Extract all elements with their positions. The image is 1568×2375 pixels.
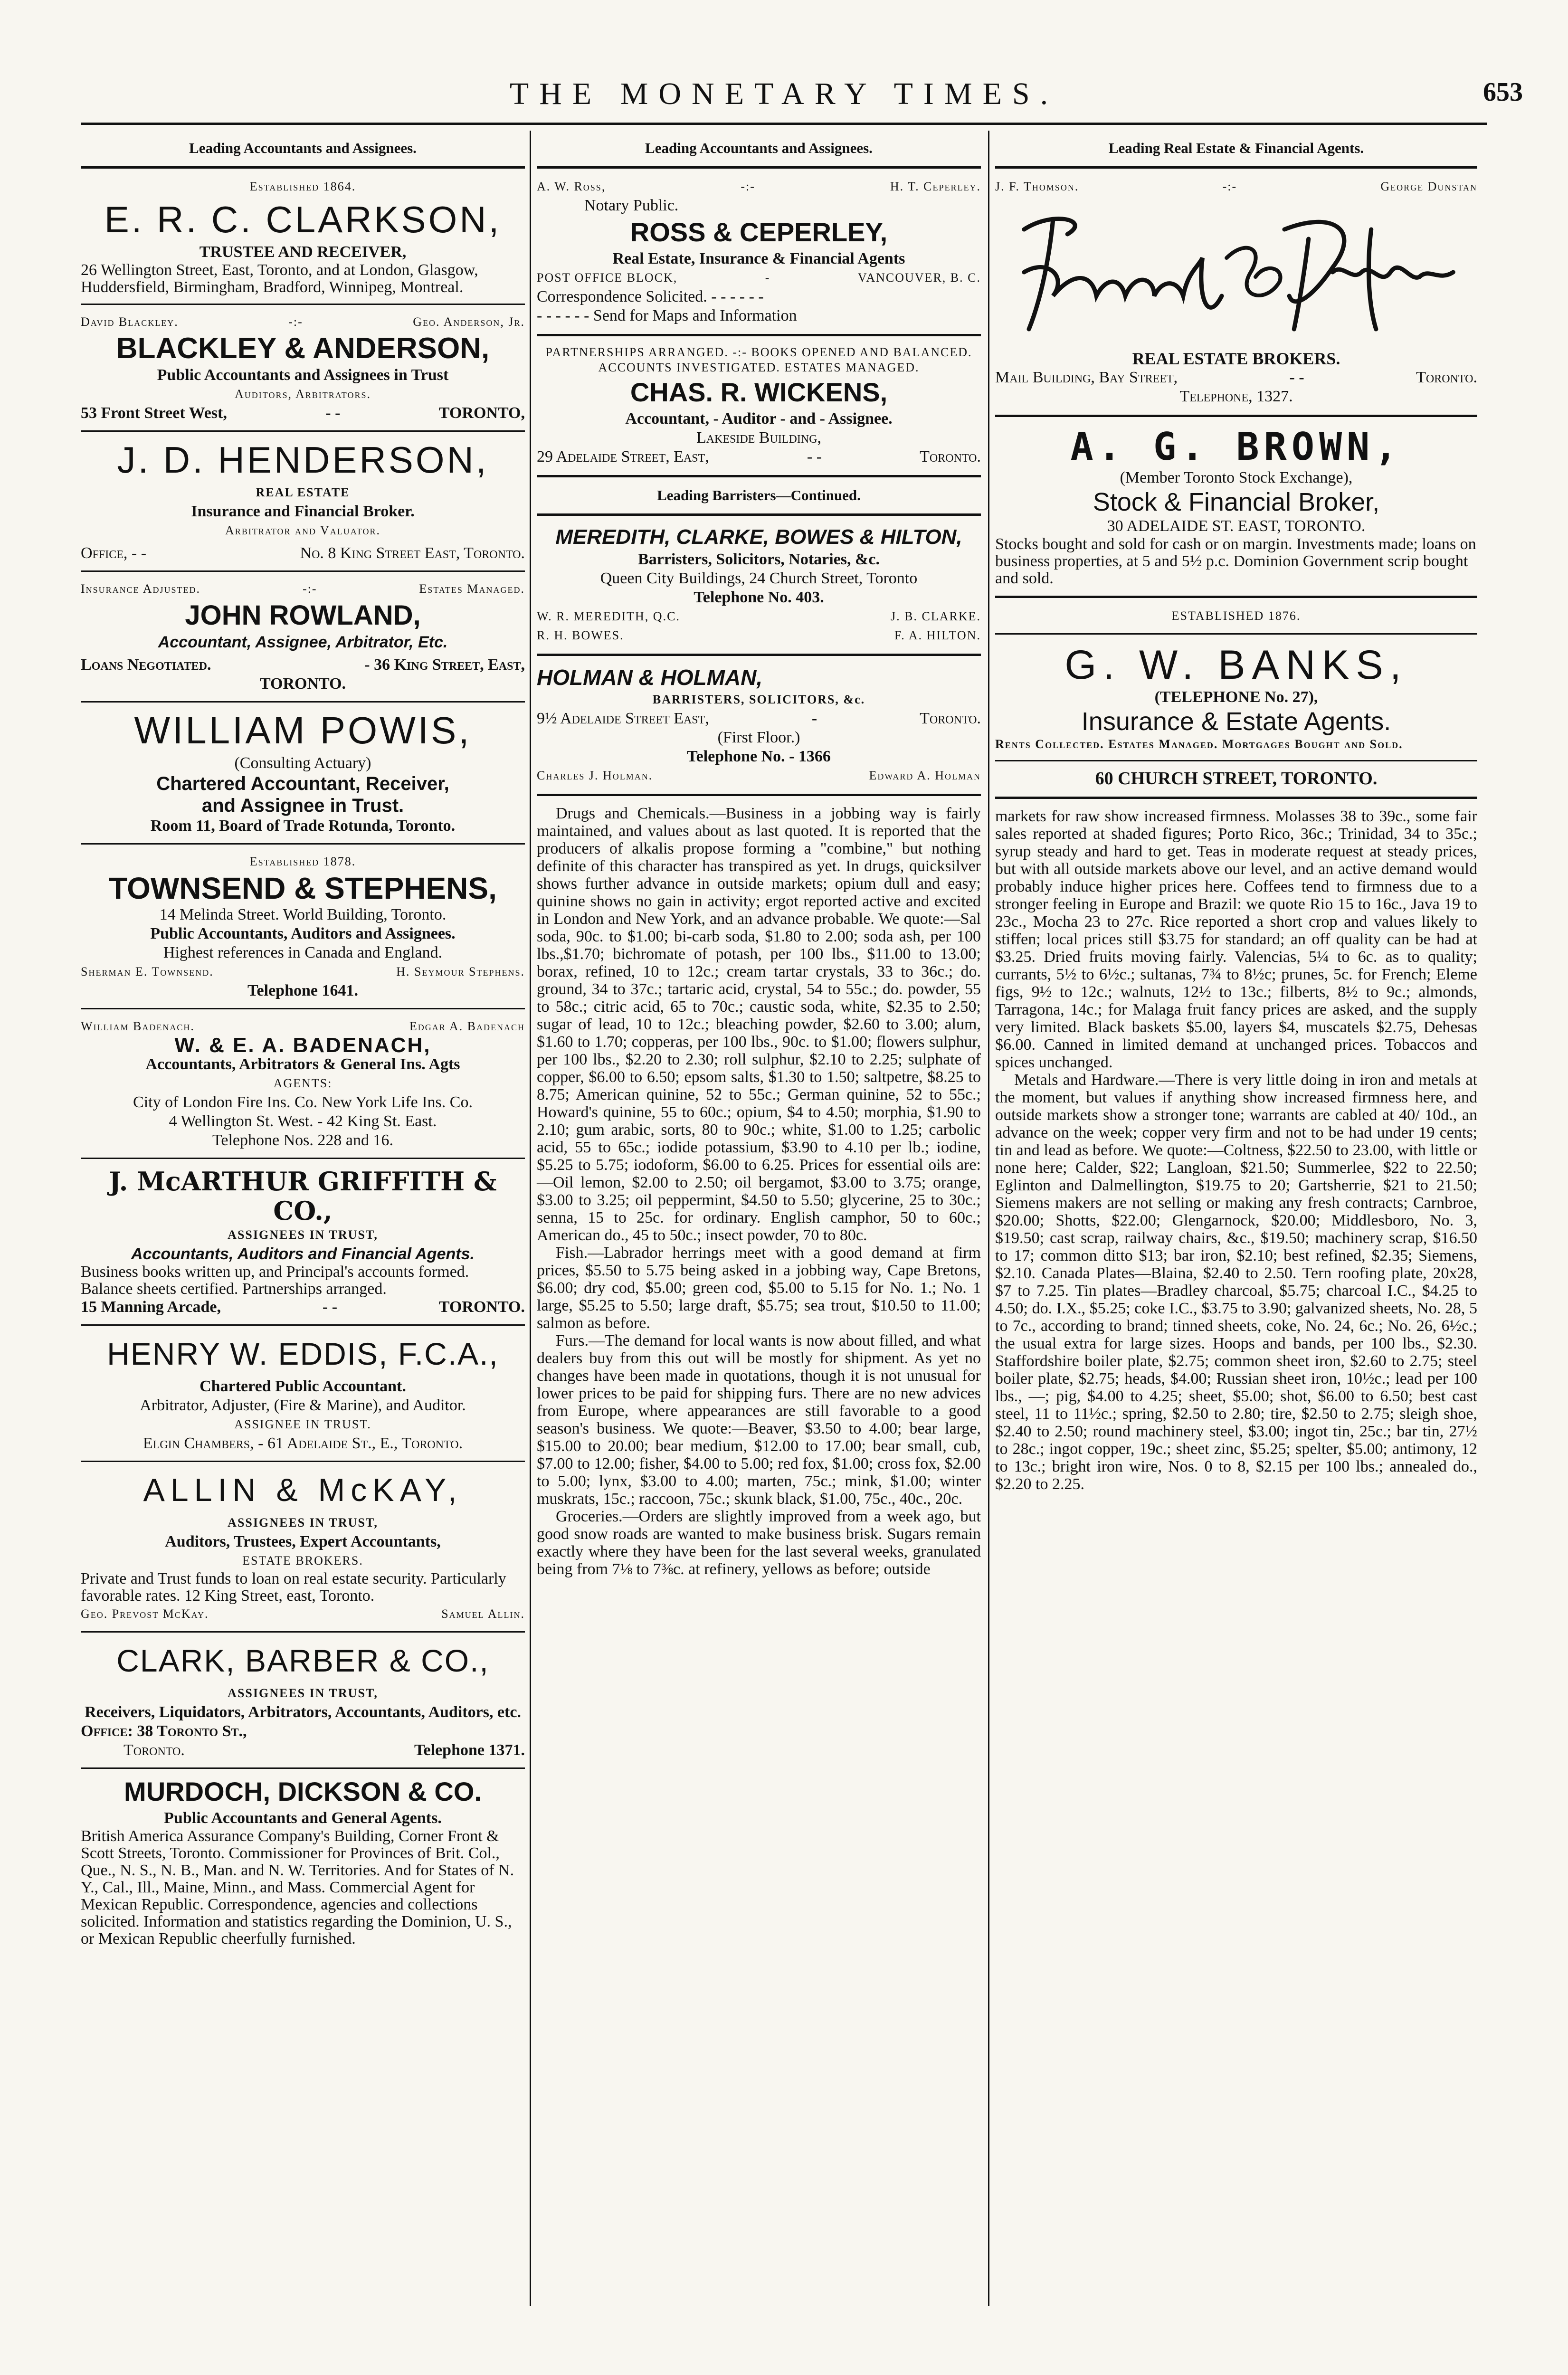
ad-city: Toronto. [920, 448, 981, 466]
partner-right: George Dunstan [1380, 180, 1477, 193]
ad-sub: (Consulting Actuary) [234, 754, 371, 772]
ad-address: 26 Wellington Street, East, Toronto, and at London, Glasgow, Huddersfield, Birmingham, Bradford, Winnipeg, Montreal. [81, 261, 478, 296]
separator-mark: - - [1289, 369, 1304, 386]
divider [81, 1324, 525, 1326]
ad-line: - - - - - - Send for Maps and Information [537, 307, 797, 324]
ad-desc: Accountant, Assignee, Arbitrator, Etc. [158, 633, 448, 651]
ad-name: WILLIAM POWIS, [134, 709, 472, 751]
ad-name: CHAS. R. WICKENS, [630, 377, 888, 407]
divider [995, 797, 1477, 799]
ad-city: TORONTO. [438, 1298, 525, 1316]
ad-service: Loans Negotiated. [81, 656, 211, 674]
ad-wickens [537, 345, 981, 466]
ad-city: TORONTO, [438, 404, 525, 422]
ad-line: Chartered Public Accountant. [200, 1378, 406, 1395]
ad-address: POST OFFICE BLOCK, [537, 271, 678, 285]
ad-thomson [995, 177, 1477, 406]
column-2 [537, 139, 981, 1578]
partner-left: W. R. MEREDITH, Q.C. [537, 609, 680, 623]
ad-phone: Telephone No. - 1366 [687, 748, 831, 765]
divider [81, 843, 525, 845]
divider [81, 304, 525, 305]
ad-address: 15 Manning Arcade, [81, 1298, 221, 1316]
ad-title: REAL ESTATE BROKERS. [1132, 349, 1340, 368]
ad-blackley [81, 313, 525, 423]
partner-right: Geo. Anderson, Jr. [413, 315, 525, 329]
article-paragraph: Groceries.—Orders are slightly improved from a week ago, but good snow roads are wanted to make business brisk. Sugars remain exactly where they have been for the last several weeks, granulated being from 7⅛ to 7⅜c. at refinery, yellows as before; outside [537, 1508, 981, 1578]
separator-mark: -:- [741, 180, 755, 193]
divider [81, 1461, 525, 1462]
ad-desc: and Assignee in Trust. [201, 795, 404, 816]
ad-role: TRUSTEE AND RECEIVER, [199, 243, 407, 261]
section-heading: Leading Barristers—Continued. [657, 487, 861, 504]
ad-address: Elgin Chambers, - 61 Adelaide St., E., Toronto. [143, 1434, 463, 1452]
separator-mark: - [765, 271, 770, 285]
ad-line: REAL ESTATE [256, 485, 350, 499]
ad-address: Office: 38 Toronto St., [81, 1722, 247, 1740]
ad-name: E. R. C. CLARKSON, [104, 199, 502, 240]
ad-line: Auditors, Trustees, Expert Accountants, [165, 1533, 441, 1550]
ad-desc: Accountants, Arbitrators & General Ins. Agts [145, 1055, 460, 1073]
separator-mark: - - [325, 404, 341, 422]
ad-city: Toronto. [1416, 369, 1477, 386]
partner-left: A. W. Ross, [537, 180, 606, 193]
ad-line: Correspondence Solicited. - - - - - - [537, 288, 764, 305]
divider [995, 596, 1477, 598]
ad-phone: Telephone 1641. [247, 982, 358, 999]
ad-mcarthur [81, 1167, 525, 1317]
partner-right: Edgar A. Badenach [409, 1019, 525, 1033]
ad-phone: Telephone 1371. [414, 1741, 525, 1759]
signature-graphic [995, 201, 1477, 343]
partner-right: F. A. HILTON. [894, 628, 981, 642]
ad-clark [81, 1640, 525, 1760]
ad-ross [537, 177, 981, 325]
ad-sub: AGENTS: [273, 1076, 333, 1090]
ad-line: Public Accountants, Auditors and Assignees. [150, 925, 456, 942]
ad-desc: Chartered Accountant, Receiver, [156, 773, 449, 794]
ad-service: Insurance Adjusted. [81, 582, 201, 596]
ad-desc: Accountant, - Auditor - and - Assignee. [625, 410, 893, 428]
ad-city: TORONTO. [259, 675, 346, 693]
ad-body: Private and Trust funds to loan on real estate security. Particularly favorable rates. 12 King Street, east, Toronto. [81, 1570, 506, 1605]
ad-address: Mail Building, Bay Street, [995, 369, 1178, 386]
section-heading: Leading Real Estate & Financial Agents. [1108, 140, 1364, 156]
ad-name: W. & E. A. BADENACH, [174, 1034, 431, 1057]
ad-name: TOWNSEND & STEPHENS, [109, 871, 497, 905]
divider [537, 334, 981, 336]
divider [537, 654, 981, 656]
ad-sub: ASSIGNEES IN TRUST, [228, 1228, 378, 1242]
ad-line: 14 Melinda Street. World Building, Toronto. [159, 906, 447, 923]
ad-city: Toronto. [124, 1741, 185, 1759]
ad-sub: ASSIGNEES IN TRUST, [228, 1686, 378, 1700]
ad-line: Arbitrator and Valuator. [225, 523, 380, 537]
divider [81, 1008, 525, 1009]
ad-address: 29 Adelaide Street, East, [537, 448, 709, 466]
divider [81, 570, 525, 572]
column-divider-2 [988, 131, 989, 2306]
separator-mark: - - [807, 448, 822, 466]
ad-name: MEREDITH, CLARKE, BOWES & HILTON, [555, 525, 962, 549]
ad-henderson [81, 439, 525, 563]
column-3 [995, 139, 1477, 1493]
ad-townsend [81, 852, 525, 1000]
ad-allin [81, 1470, 525, 1624]
ad-sub: (Member Toronto Stock Exchange), [1120, 469, 1353, 486]
ad-city: Toronto. [920, 710, 981, 727]
ad-address: 53 Front Street West, [81, 404, 227, 422]
divider [81, 166, 525, 169]
article-paragraph: Fish.—Labrador herrings meet with a good demand at firm prices, $5.50 to 5.75 being asked in a jobbing way, Cape Bretons, $6.00; dry cod, $5.00; green cod, $5.00 to 5.15 for No. 1.; No. 1 large, $5.25 to 5.50; large draft, $5.75; sea trout, $10.50 to 11.00; salmon as before. [537, 1244, 981, 1332]
page-title: THE MONETARY TIMES. [509, 76, 1059, 111]
article-paragraph: markets for raw show increased firmness. Molasses 38 to 39c., some fair sales reported at shaded figures; Porto Rico, 36c.; Trinidad, 34 to 35c.; syrup steady and hard to get. Teas in moderate request at steady prices, but with all outside markets above our level, and an active demand would probably induce higher prices here. Coffees tend to firmness due to a stronger feeling in Europe and Brazil: we quote Rio 15 to 16c., Java 19 to 23c., Mocha 23 to 27c. Rice reported a short crop and values likely to stiffen; local prices still $3.75 for standard; an off quality can be had at $3.25. Dried fruits moving fairly. Valencias, 5¼ to 6c. as to quality; currants, 5½ to 6½c.; sultanas, 7¾ to 8½c; prunes, 5c. for French; Eleme figs, 9½ to 12c.; walnuts, 12½ to 13c.; filberts, 8½ to 9c.; almonds, Tarragona, 14c.; for Malaga fruit fancy prices are asked, and the supply very limited. Black baskets $5.00, layers $4, muscatels $2.75, Dehesas $6.00. Canned in limited demand at unchanged prices. Tobaccos and spices unchanged. [995, 808, 1477, 1071]
ad-name: BLACKLEY & ANDERSON, [116, 332, 490, 365]
ad-sub: ASSIGNEES IN TRUST, [228, 1516, 378, 1530]
ad-line: ESTATE BROKERS. [242, 1554, 363, 1568]
ad-phone: Telephone, 1327. [1179, 388, 1293, 405]
established-label: Established 1864. [249, 180, 356, 193]
ad-desc: Receivers, Liquidators, Arbitrators, Accountants, Auditors, etc. [85, 1703, 521, 1721]
ad-title: Stock & Financial Broker, [1093, 488, 1380, 516]
ad-name: J. McARTHUR GRIFFITH & CO., [109, 1166, 497, 1226]
ad-service: Estates Managed. [419, 582, 525, 596]
ad-line: 4 Wellington St. West. - 42 King St. East. [169, 1112, 437, 1130]
article-paragraph: Drugs and Chemicals.—Business in a jobbing way is fairly maintained, and values about as last quoted. It is reported that the producers of alkalis propose forming a "combine," but nothing definite of this character has transpired as yet. In drugs, quicksilver shows further advance in outside markets; opium dull and easy; quinine shows no gain in activity; ergot reported active and excited in London and New York, and an advance probable. We quote:—Sal soda, 90c. to $1.00; bi-carb soda, $1.80 to 2.00; soda ash, per 100 lbs.,$1.70; bichromate of potash, per 100 lbs., $11.00 to 13.00; borax, refined, 10 to 12c.; cream tartar crystals, 33 to 36c.; do. ground, 34 to 37c.; tartaric acid, crystal, 54 to 55c.; do. powder, 55 to 58c.; citric acid, 65 to 70c.; caustic soda, white, $2.35 to 2.50; sugar of lead, 10 to 12c.; bleaching powder, $2.60 to 3.00; alum, $1.60 to 1.70; copperas, per 100 lbs., 90c. to $1.00; flowers sulphur, per 100 lbs., $2.20 to 2.30; roll sulphur, $2.10 to 2.25; sulphate of copper, $6.00 to 6.50; epsom salts, $1.30 to 1.50; saltpetre, $8.25 to 8.75; American quinine, 52 to 55c.; German quinine, 52 to 55c.; Howard's quinine, 55 to 60c.; opium, $4 to 4.50; morphia, $1.90 to 2.10; gum arabic, sorts, 80 to 90c.; white, $1.00 to 1.25; carbolic acid, 55 to 65c.; iodide potassium, $3.90 to 4.10 per lb.; iodine, $5.25 to 5.75; iodoform, $6.00 to 6.25. Prices for essential oils are:—Oil lemon, $2.00 to 2.50; oil bergamot, $3.00 to 3.75; orange, $3.00 to 3.25; oil peppermint, $4.50 to 5.50; glycerine, 25 to 30c.; senna, 15 to 25c. for ordinary. English camphor, 50 to 60c.; American do., 45 to 50c.; insect powder, 70 to 80c. [537, 805, 981, 1244]
ad-badenach [81, 1017, 525, 1150]
section-heading: Leading Accountants and Assignees. [189, 140, 417, 156]
divider [537, 166, 981, 169]
divider [995, 166, 1477, 169]
ad-name: CLARK, BARBER & CO., [116, 1643, 489, 1678]
ad-top: PARTNERSHIPS ARRANGED. -:- BOOKS OPENED AND BALANCED. ACCOUNTS INVESTIGATED. ESTATES MANAGED. [545, 345, 972, 374]
ad-name: G. W. BANKS, [1064, 642, 1408, 688]
ad-address: 60 CHURCH STREET, TORONTO. [1095, 769, 1378, 788]
ad-brown [995, 426, 1477, 587]
partner-left: R. H. BOWES. [537, 628, 624, 642]
ad-address: No. 8 King Street East, Toronto. [300, 544, 525, 562]
column-divider-1 [530, 131, 531, 2306]
article-paragraph: Furs.—The demand for local wants is now about filled, and what dealers buy from this out will be mostly for shipment. As yet no changes have been made in quotations, though it is not unusual for lower prices to be paid for shipping furs. There are no new advices from Europe, where appearances are still favorable to a good season's business. We quote:—Beaver, $3.50 to 4.00; bear large, $15.00 to 20.00; bear medium, $12.00 to 17.00; bear small, cub, $7.00 to 12.00; fisher, $4.00 to 5.00; red fox, $1.00; cross fox, $2.00 to 5.00; lynx, $3.00 to 4.00; marten, 75c.; mink, $1.00; winter muskrats, 15c.; raccoon, 75c.; skunk black, $1.00, 75c., 40c., 20c. [537, 1332, 981, 1508]
ad-sub: Notary Public. [584, 197, 679, 214]
ad-desc: Barristers, Solicitors, Notaries, &c. [638, 551, 880, 568]
ad-name: JOHN ROWLAND, [185, 600, 421, 631]
separator-mark: - [811, 710, 817, 727]
separator-mark: -:- [1222, 180, 1237, 193]
ad-phone: (TELEPHONE No. 27), [1154, 688, 1318, 706]
ad-rowland [81, 580, 525, 694]
ad-name: HENRY W. EDDIS, F.C.A., [107, 1336, 499, 1371]
ad-name: HOLMAN & HOLMAN, [537, 665, 763, 690]
ad-address: Room 11, Board of Trade Rotunda, Toronto. [150, 817, 456, 835]
ad-address: 9½ Adelaide Street East, [537, 710, 709, 727]
ad-body: Rents Collected. Estates Managed. Mortgages Bought and Sold. [995, 737, 1403, 751]
divider [81, 430, 525, 432]
established-label: Established 1878. [249, 855, 356, 868]
ad-sub: Public Accountants and General Agents. [164, 1809, 442, 1827]
divider [81, 1767, 525, 1769]
partner-right: H. T. Ceperley. [890, 180, 981, 193]
divider [537, 475, 981, 477]
ad-line: Arbitrator, Adjuster, (Fire & Marine), and Auditor. [140, 1396, 466, 1414]
ad-body: Stocks bought and sold for cash or on margin. Investments made; loans on business properties, at 5 and 5½ p.c. Dominion Government scrip bought and sold. [995, 535, 1476, 587]
page-header [0, 71, 1568, 119]
established-label: ESTABLISHED 1876. [1171, 609, 1301, 623]
partner-left: Geo. Prevost McKay. [81, 1607, 209, 1621]
partner-right: Edward A. Holman [869, 769, 981, 782]
separator-mark: - - [322, 1298, 338, 1316]
ad-banks [995, 607, 1477, 788]
partner-left: J. F. Thomson. [995, 180, 1079, 193]
partner-left: William Badenach. [81, 1019, 195, 1033]
separator-mark: -:- [288, 315, 303, 329]
market-report-col3 [995, 808, 1477, 1493]
ad-name: MURDOCH, DICKSON & CO. [124, 1776, 482, 1806]
ad-phone: Telephone No. 403. [694, 589, 824, 606]
ad-clarkson [81, 177, 525, 296]
ad-holman [537, 665, 981, 785]
partner-right: Samuel Allin. [441, 1607, 525, 1621]
divider [81, 1631, 525, 1633]
ad-address: 30 ADELAIDE ST. EAST, TORONTO. [1107, 517, 1366, 535]
partner-left: Charles J. Holman. [537, 769, 653, 782]
ad-phone: Telephone Nos. 228 and 16. [212, 1131, 393, 1149]
ad-floor: (First Floor.) [717, 729, 800, 746]
ad-eddis [81, 1333, 525, 1453]
ad-city: VANCOUVER, B. C. [857, 271, 981, 285]
column-1 [81, 139, 525, 1948]
separator-mark: -:- [302, 582, 317, 596]
ad-meredith [537, 524, 981, 645]
partner-right: J. B. CLARKE. [891, 609, 981, 623]
divider [995, 633, 1477, 635]
ad-name: A. G. BROWN, [1070, 425, 1402, 469]
ad-name: J. D. HENDERSON, [117, 439, 489, 481]
ad-desc: Accountants, Auditors and Financial Agents. [131, 1245, 475, 1263]
ad-line: City of London Fire Ins. Co. New York Life Ins. Co. [133, 1093, 473, 1111]
ad-murdoch [81, 1776, 525, 1948]
divider [537, 513, 981, 516]
ad-body: Business books written up, and Principal's accounts formed. Balance sheets certified. Partnerships arranged. [81, 1263, 469, 1298]
ad-line: ASSIGNEE IN TRUST. [234, 1417, 371, 1431]
section-heading: Leading Accountants and Assignees. [645, 140, 873, 156]
divider [995, 760, 1477, 761]
ad-desc: Real Estate, Insurance & Financial Agents [612, 250, 905, 267]
article-paragraph: Metals and Hardware.—There is very little doing in iron and metals at the moment, but values if anything show increased firmness here, and outside markets show a stronger tone; warrants are cabled at 40/ 10d., an advance on the week; copper very firm and not to be had under 19 cents; tin and lead as before. We quote:—Coltness, $22.50 to 23.00, with little or none here; Calder, $22; Langloan, $21.50; Summerlee, $22 to 22.50; Eglinton and Dalmellington, $19.75 to 20; Gartsherrie, $21 to 21.50; Siemens makers are not selling or making any fresh contracts; Carnbroe, $20.00; Shotts, $22.00; Glengarnock, $20.00; Middlesboro, No. 3, $19.50; cast scrap, railway chairs, &c., $19.50; machinery scrap, $16.50 to 17; common ditto $13; bar iron, $2.10; best refined, $2.35; Siemens, $2.10. Canada Plates—Blaina, $2.40 to 2.50. Tern roofing plate, 20x28, $7 to 7.25. Tin plates—Bradley charcoal, $5.75; charcoal I.C., $4.25 to 4.50; do. I.X., $5.25; coke I.C., $3.75 to 3.90; galvanized sheets, No. 28, 5 to 7c., according to brand; tinned sheets, coke, No. 24, 6c.; No. 26, 6½c.; the usual extra for large sizes. Hoops and bands, per 100 lbs., $2.30. Staffordshire boiler plate, $2.75; common sheet iron, $2.60 to 2.75; steel boiler plate, $2.75; heads, $4.00; Russian sheet iron, 10½c.; lead per 100 lbs., —; pig, $4.00 to 4.25; sheet, $5.00; shot, $6.00 to 6.50; best cast steel, 11 to 11½c.; spring, $2.50 to 2.80; tire, $2.50 to 2.75; sleigh shoe, $2.40 to 2.50; round machinery steel, $3.00; ingot tin, 25c.; bar tin, 27½ to 28c.; ingot copper, 19c.; sheet zinc, $5.25; spelter, $5.00; antimony, 12 to 13c.; bright iron wire, Nos. 0 to 8, $2.15 per 100 lbs.; annealed do., $2.20 to 2.25. [995, 1071, 1477, 1493]
ad-line: Highest references in Canada and England. [163, 944, 443, 961]
divider [81, 701, 525, 703]
ad-powis [81, 710, 525, 836]
ad-title: Insurance & Estate Agents. [1081, 707, 1391, 736]
partner-left: Sherman E. Townsend. [81, 965, 214, 978]
divider [81, 1158, 525, 1159]
market-report-col2 [537, 805, 981, 1578]
ad-address: - 36 King Street, East, [364, 656, 525, 674]
ad-desc: BARRISTERS, SOLICITORS, &c. [652, 693, 865, 706]
ad-sub: Auditors, Arbitrators. [235, 387, 371, 401]
divider [537, 794, 981, 796]
ad-address: Queen City Buildings, 24 Church Street, Toronto [600, 570, 918, 587]
partner-right: H. Seymour Stephens. [396, 965, 525, 978]
ad-body: British America Assurance Company's Building, Corner Front & Scott Streets, Toronto. Commissioner for Provinces of Brit. Col., Que., N. S., N. B., Man. and N. W. Territories. And for States of N. Y., Cal., Ill., Maine, Minn., and Mass. Commercial Agent for Mexican Republic. Correspondence, agencies and collections solicited. Information and statistics regarding the Dominion, U. S., or Mexican Republic cheerfully furnished. [81, 1827, 514, 1948]
divider [995, 415, 1477, 417]
page-number: 653 [1483, 77, 1523, 107]
handwritten-signature [995, 201, 1477, 343]
office-label: Office, - - [81, 544, 147, 562]
ad-desc: Public Accountants and Assignees in Trust [157, 366, 449, 384]
header-rule [81, 123, 1487, 125]
ad-line: Insurance and Financial Broker. [191, 503, 415, 520]
partner-left: David Blackley. [81, 315, 179, 329]
ad-building: Lakeside Building, [696, 429, 822, 446]
ad-name: ALLIN & McKAY, [143, 1472, 463, 1508]
ad-name: ROSS & CEPERLEY, [630, 217, 888, 247]
